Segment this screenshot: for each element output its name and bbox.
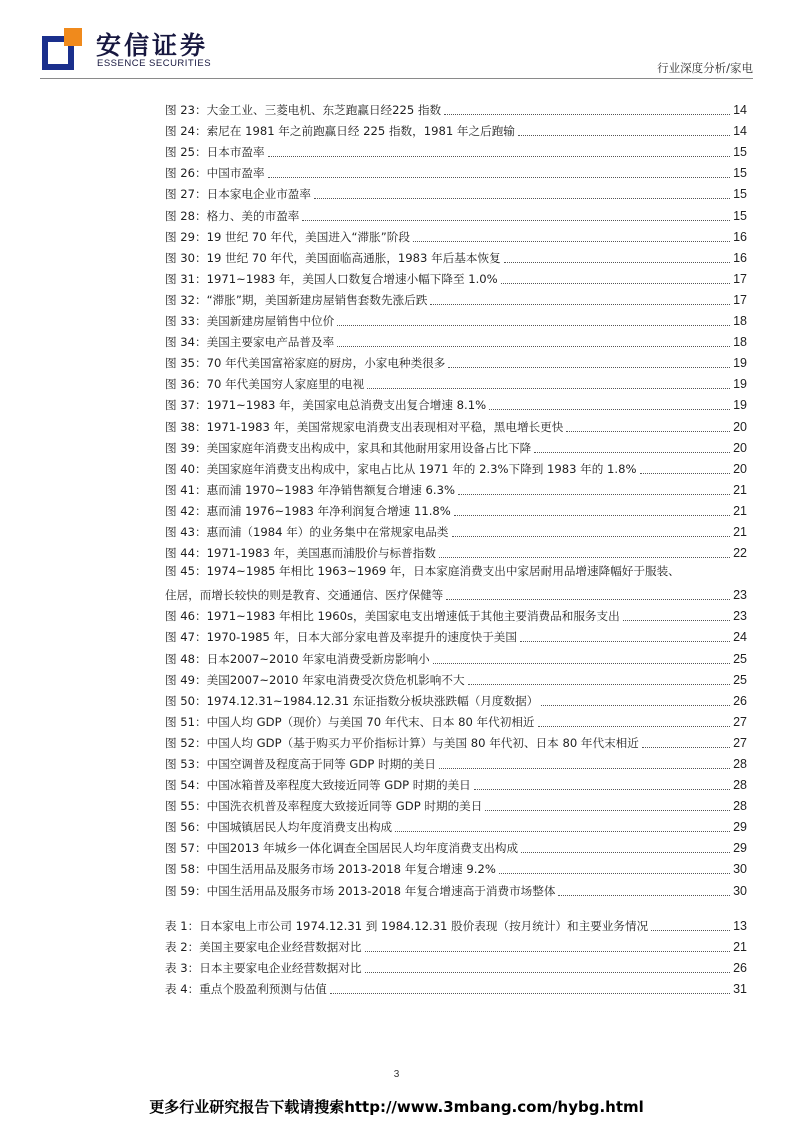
dot-leader (337, 324, 730, 326)
dot-leader (558, 894, 730, 896)
toc-entry-page: 28 (733, 778, 747, 793)
toc-entry[interactable] (165, 955, 747, 976)
dot-leader (566, 430, 730, 432)
dot-leader (485, 809, 730, 811)
toc-entry[interactable] (165, 287, 747, 308)
toc-entry-label: 图 57：中国2013 年城乡一体化调查全国居民人均年度消费支出构成 (165, 841, 519, 856)
dot-leader (268, 155, 730, 157)
toc-entry-label: 图 51：中国人均 GDP（现价）与美国 70 年代末、日本 80 年代初相近 (165, 714, 535, 729)
dot-leader (520, 640, 730, 642)
toc-entry[interactable] (165, 730, 747, 751)
toc-entry[interactable] (165, 814, 747, 835)
toc-entry-label: 图 50：1974.12.31~1984.12.31 东证指数分板块涨跌幅（月度数据） (165, 693, 539, 708)
toc-entry-label: 图 47：1970-1985 年，日本大部分家电普及率提升的速度快于美国 (165, 630, 517, 645)
toc-entry-label: 图 44：1971-1983 年，美国惠而浦股价与标普指数 (165, 546, 436, 561)
dot-leader (448, 366, 730, 368)
dot-leader (541, 704, 730, 706)
toc-entry[interactable] (165, 645, 747, 666)
toc-entry-label: 图 38：1971-1983 年，美国常规家电消费支出表现相对平稳，黑电增长更快 (165, 419, 564, 434)
toc-entry[interactable] (165, 329, 747, 350)
toc-entry-page: 27 (733, 735, 747, 750)
dot-leader (474, 788, 730, 790)
dot-leader (518, 134, 730, 136)
toc-entry-page: 15 (733, 187, 747, 202)
toc-entry-label: 图 54：中国冰箱普及率程度大致接近同等 GDP 时期的美日 (165, 778, 471, 793)
toc-entry[interactable] (165, 498, 747, 519)
toc-entry[interactable] (165, 245, 747, 266)
toc-entry-label: 图 34：美国主要家电产品普及率 (165, 335, 335, 350)
toc-entry-label-line1: 图 45：1974~1985 年相比 1963~1969 年，日本家庭消费支出中家居耐用品增速降幅好于服装、 (165, 564, 680, 579)
toc-entry-page: 23 (733, 609, 747, 624)
dot-leader (268, 176, 730, 178)
toc-entry[interactable] (165, 709, 747, 730)
dot-leader (365, 950, 731, 952)
toc-entry-page: 21 (733, 482, 747, 497)
dot-leader (439, 556, 730, 558)
company-name-en: ESSENCE SECURITIES (97, 58, 212, 69)
toc-entry-label: 图 35：70 年代美国富裕家庭的厨房，小家电种类很多 (165, 356, 446, 371)
dot-leader (651, 929, 730, 931)
toc-entry-label: 表 3：日本主要家电企业经营数据对比 (165, 960, 362, 975)
toc-entry[interactable] (165, 160, 747, 181)
dot-leader (365, 971, 731, 973)
toc-entry[interactable] (165, 118, 747, 139)
toc-entry-page: 27 (733, 714, 747, 729)
toc-entry-page: 18 (733, 314, 747, 329)
toc-entry-label: 图 49：美国2007~2010 年家电消费受次贷危机影响不大 (165, 672, 465, 687)
toc-entry[interactable] (165, 139, 747, 160)
toc-entry-page: 28 (733, 757, 747, 771)
header-divider (40, 78, 753, 79)
toc-entry-page: 30 (733, 862, 747, 877)
toc-entry-page: 26 (733, 693, 747, 708)
toc-entry-page: 25 (733, 651, 747, 666)
toc-entry[interactable] (165, 934, 747, 955)
toc-entry-label: 图 32：“滞胀”期，美国新建房屋销售套数先涨后跌 (165, 292, 428, 307)
toc-entry-label: 图 55：中国洗衣机普及率程度大致接近同等 GDP 时期的美日 (165, 799, 483, 814)
toc-entry-label: 图 36：70 年代美国穷人家庭里的电视 (165, 377, 365, 392)
toc-entry-page: 16 (733, 229, 747, 244)
dot-leader (642, 746, 730, 748)
dot-leader (501, 282, 730, 284)
toc-entry-label: 图 40：美国家庭年消费支出构成中，家电占比从 1971 年的 2.3%下降到 1983 年的 1.8% (165, 461, 637, 476)
toc-entry-label: 图 30：19 世纪 70 年代，美国面临高通胀，1983 年后基本恢复 (165, 250, 501, 265)
toc-entry-label: 图 56：中国城镇居民人均年度消费支出构成 (165, 820, 393, 835)
dot-leader (640, 472, 731, 474)
toc-entry-label: 图 24：索尼在 1981 年之前跑赢日经 225 指数，1981 年之后跑输 (165, 124, 515, 139)
toc-entry[interactable] (165, 540, 747, 561)
dot-leader (452, 535, 731, 537)
toc-entry-label: 图 28：格力、美的市盈率 (165, 208, 300, 223)
dot-leader (444, 113, 730, 115)
toc-entry-label: 图 59：中国生活用品及服务市场 2013-2018 年复合增速高于消费市场整体 (165, 883, 556, 898)
dot-leader (454, 514, 730, 516)
toc-entry[interactable] (165, 371, 747, 392)
toc-entry-page: 15 (733, 145, 747, 160)
table-of-contents (165, 97, 747, 997)
toc-entry[interactable] (165, 856, 747, 877)
dot-leader (623, 619, 730, 621)
toc-entry-page: 14 (733, 124, 747, 139)
dot-leader (538, 725, 731, 727)
toc-entry[interactable] (165, 793, 747, 814)
toc-entry-label: 图 39：美国家庭年消费支出构成中，家具和其他耐用家用设备占比下降 (165, 440, 532, 455)
toc-entry-page: 29 (733, 820, 747, 835)
toc-entry-page: 17 (733, 292, 747, 307)
toc-entry-page: 31 (733, 981, 747, 996)
dot-leader (458, 493, 730, 495)
toc-entry-page: 15 (733, 208, 747, 223)
toc-entry-label: 表 2：美国主要家电企业经营数据对比 (165, 939, 362, 954)
toc-entry-page: 16 (733, 250, 747, 265)
toc-entry-label: 表 1：日本家电上市公司 1974.12.31 到 1984.12.31 股价表现（按月统计）和主要业务情况 (165, 918, 649, 933)
dot-leader (314, 197, 730, 199)
toc-entry[interactable] (165, 350, 747, 371)
dot-leader (395, 830, 730, 832)
dot-leader (504, 261, 730, 263)
toc-entry-label: 图 23：大金工业、三菱电机、东芝跑赢日经225 指数 (165, 103, 442, 118)
dot-leader (302, 219, 730, 221)
toc-entry-label: 图 41：惠而浦 1970~1983 年净销售额复合增速 6.3% (165, 482, 455, 497)
page-header (0, 0, 793, 80)
toc-entry[interactable] (165, 97, 747, 118)
dot-leader (499, 872, 730, 874)
toc-entry[interactable] (165, 624, 747, 645)
toc-entry-page: 30 (733, 883, 747, 898)
toc-entry-label: 图 31：1971~1983 年，美国人口数复合增速小幅下降至 1.0% (165, 271, 498, 286)
toc-entry-label: 图 26：中国市盈率 (165, 166, 265, 181)
toc-entry[interactable] (165, 477, 747, 498)
toc-entry-page: 20 (733, 440, 747, 455)
toc-entry-page: 21 (733, 524, 747, 539)
toc-entry[interactable] (165, 308, 747, 329)
toc-entry-page: 20 (733, 419, 747, 434)
dot-leader (439, 767, 730, 769)
toc-entry[interactable] (165, 519, 747, 540)
page-number: 3 (393, 1069, 400, 1080)
dot-leader (521, 851, 730, 853)
toc-entry-page: 19 (733, 398, 747, 413)
toc-entry[interactable] (165, 877, 747, 898)
toc-entry-page: 18 (733, 335, 747, 350)
report-category: 行业深度分析/家电 (657, 61, 753, 75)
toc-entry[interactable] (165, 266, 747, 287)
toc-entry-label: 图 52：中国人均 GDP（基于购买力平价指标计算）与美国 80 年代初、日本 80 年代末相近 (165, 735, 639, 750)
toc-entry-page: 25 (733, 672, 747, 687)
toc-entry[interactable] (165, 688, 747, 709)
toc-entry[interactable] (165, 202, 747, 223)
toc-entry-label: 表 4：重点个股盈利预测与估值 (165, 981, 327, 996)
toc-entry[interactable] (165, 913, 747, 934)
essence-logo-icon (42, 28, 82, 70)
toc-entry[interactable] (165, 835, 747, 856)
dot-leader (430, 303, 730, 305)
toc-entry[interactable] (165, 667, 747, 688)
toc-entry-page: 22 (733, 546, 747, 561)
toc-entry[interactable] (165, 435, 747, 456)
toc-entry-page: 29 (733, 841, 747, 856)
toc-entry-page: 20 (733, 461, 747, 476)
toc-entry-label: 图 48：日本2007~2010 年家电消费受新房影响小 (165, 651, 430, 666)
dot-leader (489, 408, 730, 410)
toc-entry-label: 图 25：日本市盈率 (165, 145, 265, 160)
figure-list (165, 97, 747, 899)
download-link-text[interactable]: 更多行业研究报告下载请搜索http://www.3mbang.com/hybg.html (149, 1098, 644, 1116)
toc-entry-page: 21 (733, 503, 747, 518)
toc-entry-page: 14 (733, 103, 747, 118)
dot-leader (413, 240, 730, 242)
toc-entry-label: 图 53：中国空调普及程度高于同等 GDP 时期的美日 (165, 757, 436, 771)
toc-entry-page: 17 (733, 271, 747, 286)
dot-leader (446, 598, 730, 600)
toc-entry[interactable] (165, 772, 747, 793)
toc-entry-label: 图 33：美国新建房屋销售中位价 (165, 314, 335, 329)
toc-entry-page: 19 (733, 377, 747, 392)
toc-entry[interactable] (165, 413, 747, 434)
toc-entry-page: 23 (733, 588, 747, 603)
toc-entry[interactable] (165, 392, 747, 413)
toc-entry-page: 21 (733, 939, 747, 954)
table-list (165, 913, 747, 997)
dot-leader (468, 683, 731, 685)
company-name-cn: 安信证券 (96, 31, 209, 60)
dot-leader (534, 451, 730, 453)
toc-entry-label: 图 43：惠而浦（1984 年）的业务集中在常规家电品类 (165, 524, 449, 539)
toc-entry-label-line2: 住居，而增长较快的则是教育、交通通信、医疗保健等 (165, 588, 444, 603)
toc-entry-label: 图 58：中国生活用品及服务市场 2013-2018 年复合增速 9.2% (165, 862, 496, 877)
toc-entry-page: 24 (733, 630, 747, 645)
toc-entry-label: 图 42：惠而浦 1976~1983 年净利润复合增速 11.8% (165, 503, 451, 518)
toc-entry-page: 19 (733, 356, 747, 371)
toc-entry-label: 图 46：1971~1983 年相比 1960s，美国家电支出增速低于其他主要消费品和服务支出 (165, 609, 620, 624)
dot-leader (433, 662, 730, 664)
dot-leader (330, 992, 730, 994)
toc-entry-label: 图 27：日本家电企业市盈率 (165, 187, 311, 202)
toc-entry[interactable] (165, 456, 747, 477)
toc-entry[interactable] (165, 561, 747, 603)
toc-entry[interactable] (165, 181, 747, 202)
toc-entry[interactable] (165, 751, 747, 772)
toc-entry-page: 13 (733, 918, 747, 933)
toc-entry-label: 图 37：1971~1983 年，美国家电总消费支出复合增速 8.1% (165, 398, 487, 413)
toc-entry-page: 26 (733, 960, 747, 975)
toc-entry[interactable] (165, 224, 747, 245)
toc-entry[interactable] (165, 976, 747, 997)
toc-entry-page: 15 (733, 166, 747, 181)
toc-entry-label: 图 29：19 世纪 70 年代，美国进入“滞胀”阶段 (165, 229, 410, 244)
dot-leader (337, 345, 730, 347)
dot-leader (367, 387, 730, 389)
toc-entry-page: 28 (733, 799, 747, 814)
toc-entry[interactable] (165, 603, 747, 624)
